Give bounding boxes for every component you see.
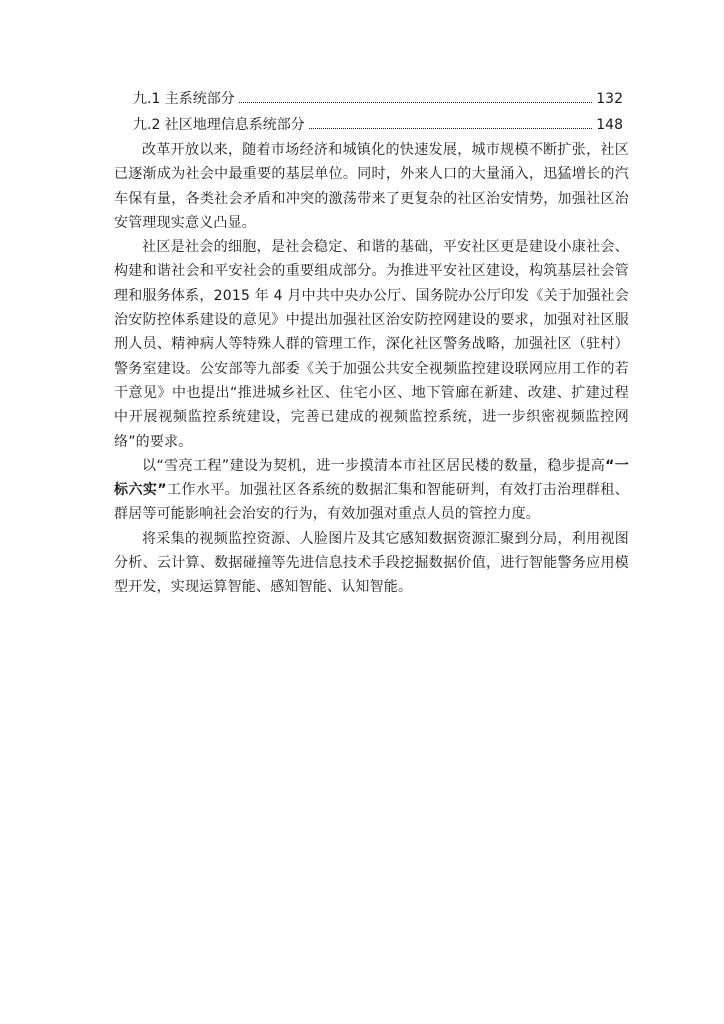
paragraph-text-before: 以“雪亮工程”建设为契机，进一步摸清本市社区居民楼的数量，稳步提高 — [142, 457, 606, 474]
body-text — [114, 138, 629, 600]
paragraph-xueliang-project — [114, 454, 629, 527]
toc-entry[interactable] — [133, 86, 623, 112]
toc-entry-page: 148 — [596, 117, 623, 133]
toc-entry[interactable] — [133, 112, 623, 138]
paragraph-text-after: 工作水平。加强社区各系统的数据汇集和智能研判，有效打击治理群租、群居等可能影响社会治安的行为，有效加强对重点人员的管控力度。 — [114, 482, 629, 523]
toc-leader-dots — [309, 128, 592, 129]
paragraph-intelligent-policing: 将采集的视频监控资源、人脸图片及其它感知数据资源汇聚到分局，利用视图分析、云计算、数据碰撞等先进信息技术手段挖掘数据价值，进行智能警务应用模型开发，实现运算智能、感知智能、认知智能。 — [114, 530, 629, 596]
toc-entry-label: 九.2 社区地理信息系统部分 — [133, 117, 305, 133]
toc-leader-dots — [239, 102, 592, 103]
paragraph-background: 改革开放以来，随着市场经济和城镇化的快速发展，城市规模不断扩张，社区已逐渐成为社会中最重要的基层单位。同时，外来人口的大量涌入，迅猛增长的汽车保有量，各类社会矛盾和冲突的激荡带来了更复杂的社区治安情势，加强社区治安管理现实意义凸显。 — [114, 142, 629, 231]
toc-entry-label: 九.1 主系统部分 — [133, 91, 235, 107]
paragraph-policy: 社区是社会的细胞，是社会稳定、和谐的基础，平安社区更是建设小康社会、构建和谐社会和平安社会的重要组成部分。为推进平安社区建设，构筑基层社会管理和服务体系，2015 年 4 月中共中央办公厅、国务院办公厅印发《关于加强社会治安防控体系建设的意见》中提出加强社区治安防控网建设的要求，加强对社区服刑人员、精神病人等特殊人群的管理工作，深化社区警务战略，加强社区（驻村）警务室建设。公安部等九部委《关于加强公共安全视频监控建设联网应用工作的若干意见》中也提出“推进城乡社区、住宅小区、地下管廊在新建、改建、扩建过程中开展视频监控系统建设，完善已建成的视频监控系统，进一步织密视频监控网络”的要求。 — [114, 239, 629, 450]
emphasis-term: “一标六实” — [114, 457, 630, 499]
toc-entry-page: 132 — [596, 91, 623, 107]
table-of-contents — [133, 86, 623, 138]
